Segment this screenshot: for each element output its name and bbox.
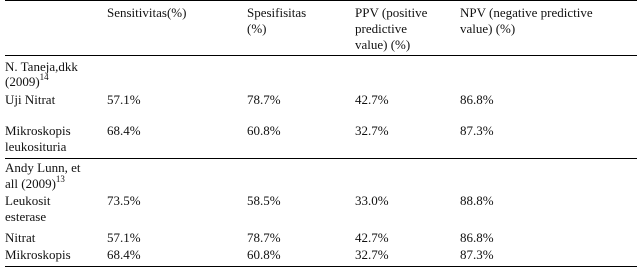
specificity-value: 78.7% (247, 230, 281, 245)
ppv-value: 42.7% (355, 230, 389, 245)
table-bottom-rule (5, 266, 637, 267)
row-label-line2: esterase (5, 209, 47, 224)
header-ppv-line1: PPV (positive (355, 5, 428, 20)
author-name: N. Taneja,dkk (5, 59, 78, 74)
specificity-value: 58.5% (247, 193, 281, 208)
row-label: Leukosit (5, 193, 51, 208)
row-label: Nitrat (5, 230, 36, 245)
group-divider-rule (5, 158, 637, 159)
reference-number: 14 (39, 71, 49, 82)
author-year: all $(2009)^{13}$ (5, 173, 65, 191)
author-name: Andy Lunn, et (5, 160, 81, 175)
ppv-value: 32.7% (355, 247, 389, 262)
header-ppv-line2: predictive (355, 21, 407, 36)
header-ppv-line3: value) (%) (355, 37, 411, 52)
ppv-value: 42.7% (355, 92, 389, 107)
row-label: Uji Nitrat (5, 92, 56, 107)
ppv-value: 33.0% (355, 193, 389, 208)
header-npv-line2: value) (%) (460, 21, 516, 36)
header-spesifisitas: Spesifisitas (247, 5, 307, 20)
specificity-value: 60.8% (247, 247, 281, 262)
sensitivity-value: 68.4% (107, 247, 141, 262)
header-bottom-rule (5, 55, 637, 56)
npv-value: 87.3% (460, 123, 494, 138)
table-top-rule (5, 0, 637, 1)
header-sensitivitas: Sensitivitas(%) (107, 5, 187, 20)
row-label: Mikroskopis (5, 247, 71, 262)
npv-value: 87.3% (460, 247, 494, 262)
npv-value: 86.8% (460, 92, 494, 107)
ppv-value: 32.7% (355, 123, 389, 138)
specificity-value: 78.7% (247, 92, 281, 107)
sensitivity-value: 68.4% (107, 123, 141, 138)
npv-value: 86.8% (460, 230, 494, 245)
sensitivity-value: 57.1% (107, 92, 141, 107)
sensitivity-value: 57.1% (107, 230, 141, 245)
sensitivity-value: 73.5% (107, 193, 141, 208)
row-label: Mikroskopis (5, 123, 71, 138)
npv-value: 88.8% (460, 193, 494, 208)
header-npv-line1: NPV (negative predictive (460, 5, 593, 20)
row-label-line2: leukosituria (5, 139, 67, 154)
specificity-value: 60.8% (247, 123, 281, 138)
reference-number: 13 (55, 173, 65, 184)
author-year: $(2009)^{14}$ (5, 71, 49, 89)
header-spesifisitas-unit: (%) (247, 21, 267, 36)
